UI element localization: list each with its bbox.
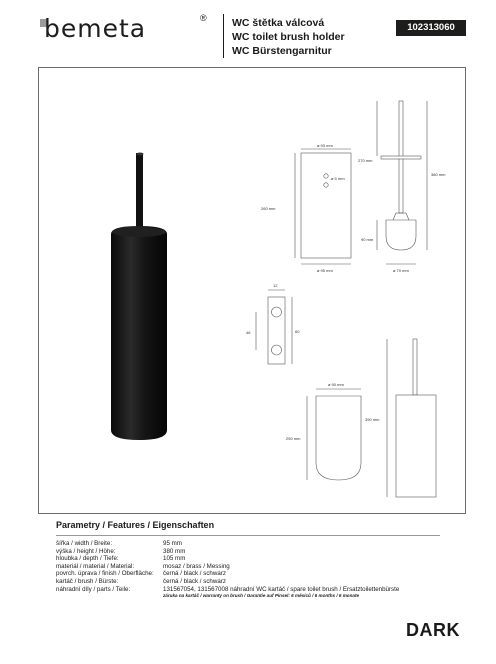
spec-value: 380 mm [163,547,186,555]
dim-plate-width: 12 [273,283,278,288]
drawing-frame [38,67,466,514]
title-cz: WC štětka válcová [232,17,325,29]
spec-row [56,548,476,556]
dim-total-height: 380 mm [431,172,446,177]
spec-value: 95 mm [163,540,182,547]
dim-base: ø 95 mm [317,268,333,273]
dim-plate-holes: 46 [246,330,251,335]
dim-hole: ø 5 mm [331,176,345,181]
product-code: 102313060 [396,20,466,36]
product-photo [111,153,167,441]
spec-row [56,563,476,571]
insert-view [307,389,361,480]
brand-logo: bemeta [44,14,147,43]
header-divider [223,14,224,58]
front-view [295,149,351,264]
dim-front-top: ø 93 mm [317,143,333,148]
spec-value: 105 mm [163,555,186,563]
spec-key: výška / height / Höhe: [56,547,116,555]
spec-row [56,540,476,548]
holder-body [111,226,167,440]
brush-handle [136,153,143,231]
wall-plate [256,290,292,364]
spec-value: mosaz / brass / Messing [163,562,230,570]
side-assembly [387,339,436,497]
brush-view [377,101,427,264]
dim-brush-head: 90 mm [361,237,374,242]
spec-value: černá / black / schwarz [163,577,226,585]
spec-row [56,578,476,586]
features-title: Parametry / Features / Eigenschaften [56,520,215,530]
spec-key: šířka / width / Breite: [56,540,113,547]
title-en: WC toilet brush holder [232,31,345,43]
spec-value: 131567054, 131567008 náhradní WC kartáč / spare toilet brush / Ersatztoilettenbürste [163,585,400,593]
spec-key: kartáč / brush / Bürste: [56,577,119,585]
dim-side-height: 390 mm [365,417,380,422]
spec-row [56,555,476,563]
header [0,0,496,60]
dim-brush-handle: 270 mm [358,158,373,163]
warranty-note: záruka na kartáč / warranty on brush / Garantie auf Pinsel: 6 měsíců / 6 months / 6 monate [163,593,360,599]
product-titles [232,16,345,58]
spec-key: hloubka / depth / Tiefe: [56,555,119,563]
spec-key: náhradní díly / parts / Teile: [56,585,131,593]
dim-insert-height: 250 mm [286,436,301,441]
spec-row [56,570,476,578]
technical-drawing [39,68,467,515]
spec-key: povrch. úprava / finish / Oberfläche: [56,570,154,578]
dim-brush-dia: ø 70 mm [393,268,409,273]
registered-mark: ® [200,13,207,23]
finish-label: DARK [406,620,460,640]
dim-body-height: 260 mm [261,206,276,211]
dim-insert-dia: ø 90 mm [328,382,344,387]
features-section [56,520,476,599]
features-rule [56,535,440,536]
spec-value: černá / black / schwarz [163,570,226,578]
dim-plate-height: 60 [295,329,300,334]
title-de: WC Bürstengarnitur [232,45,332,57]
spec-key: materiál / material / Material: [56,562,135,570]
